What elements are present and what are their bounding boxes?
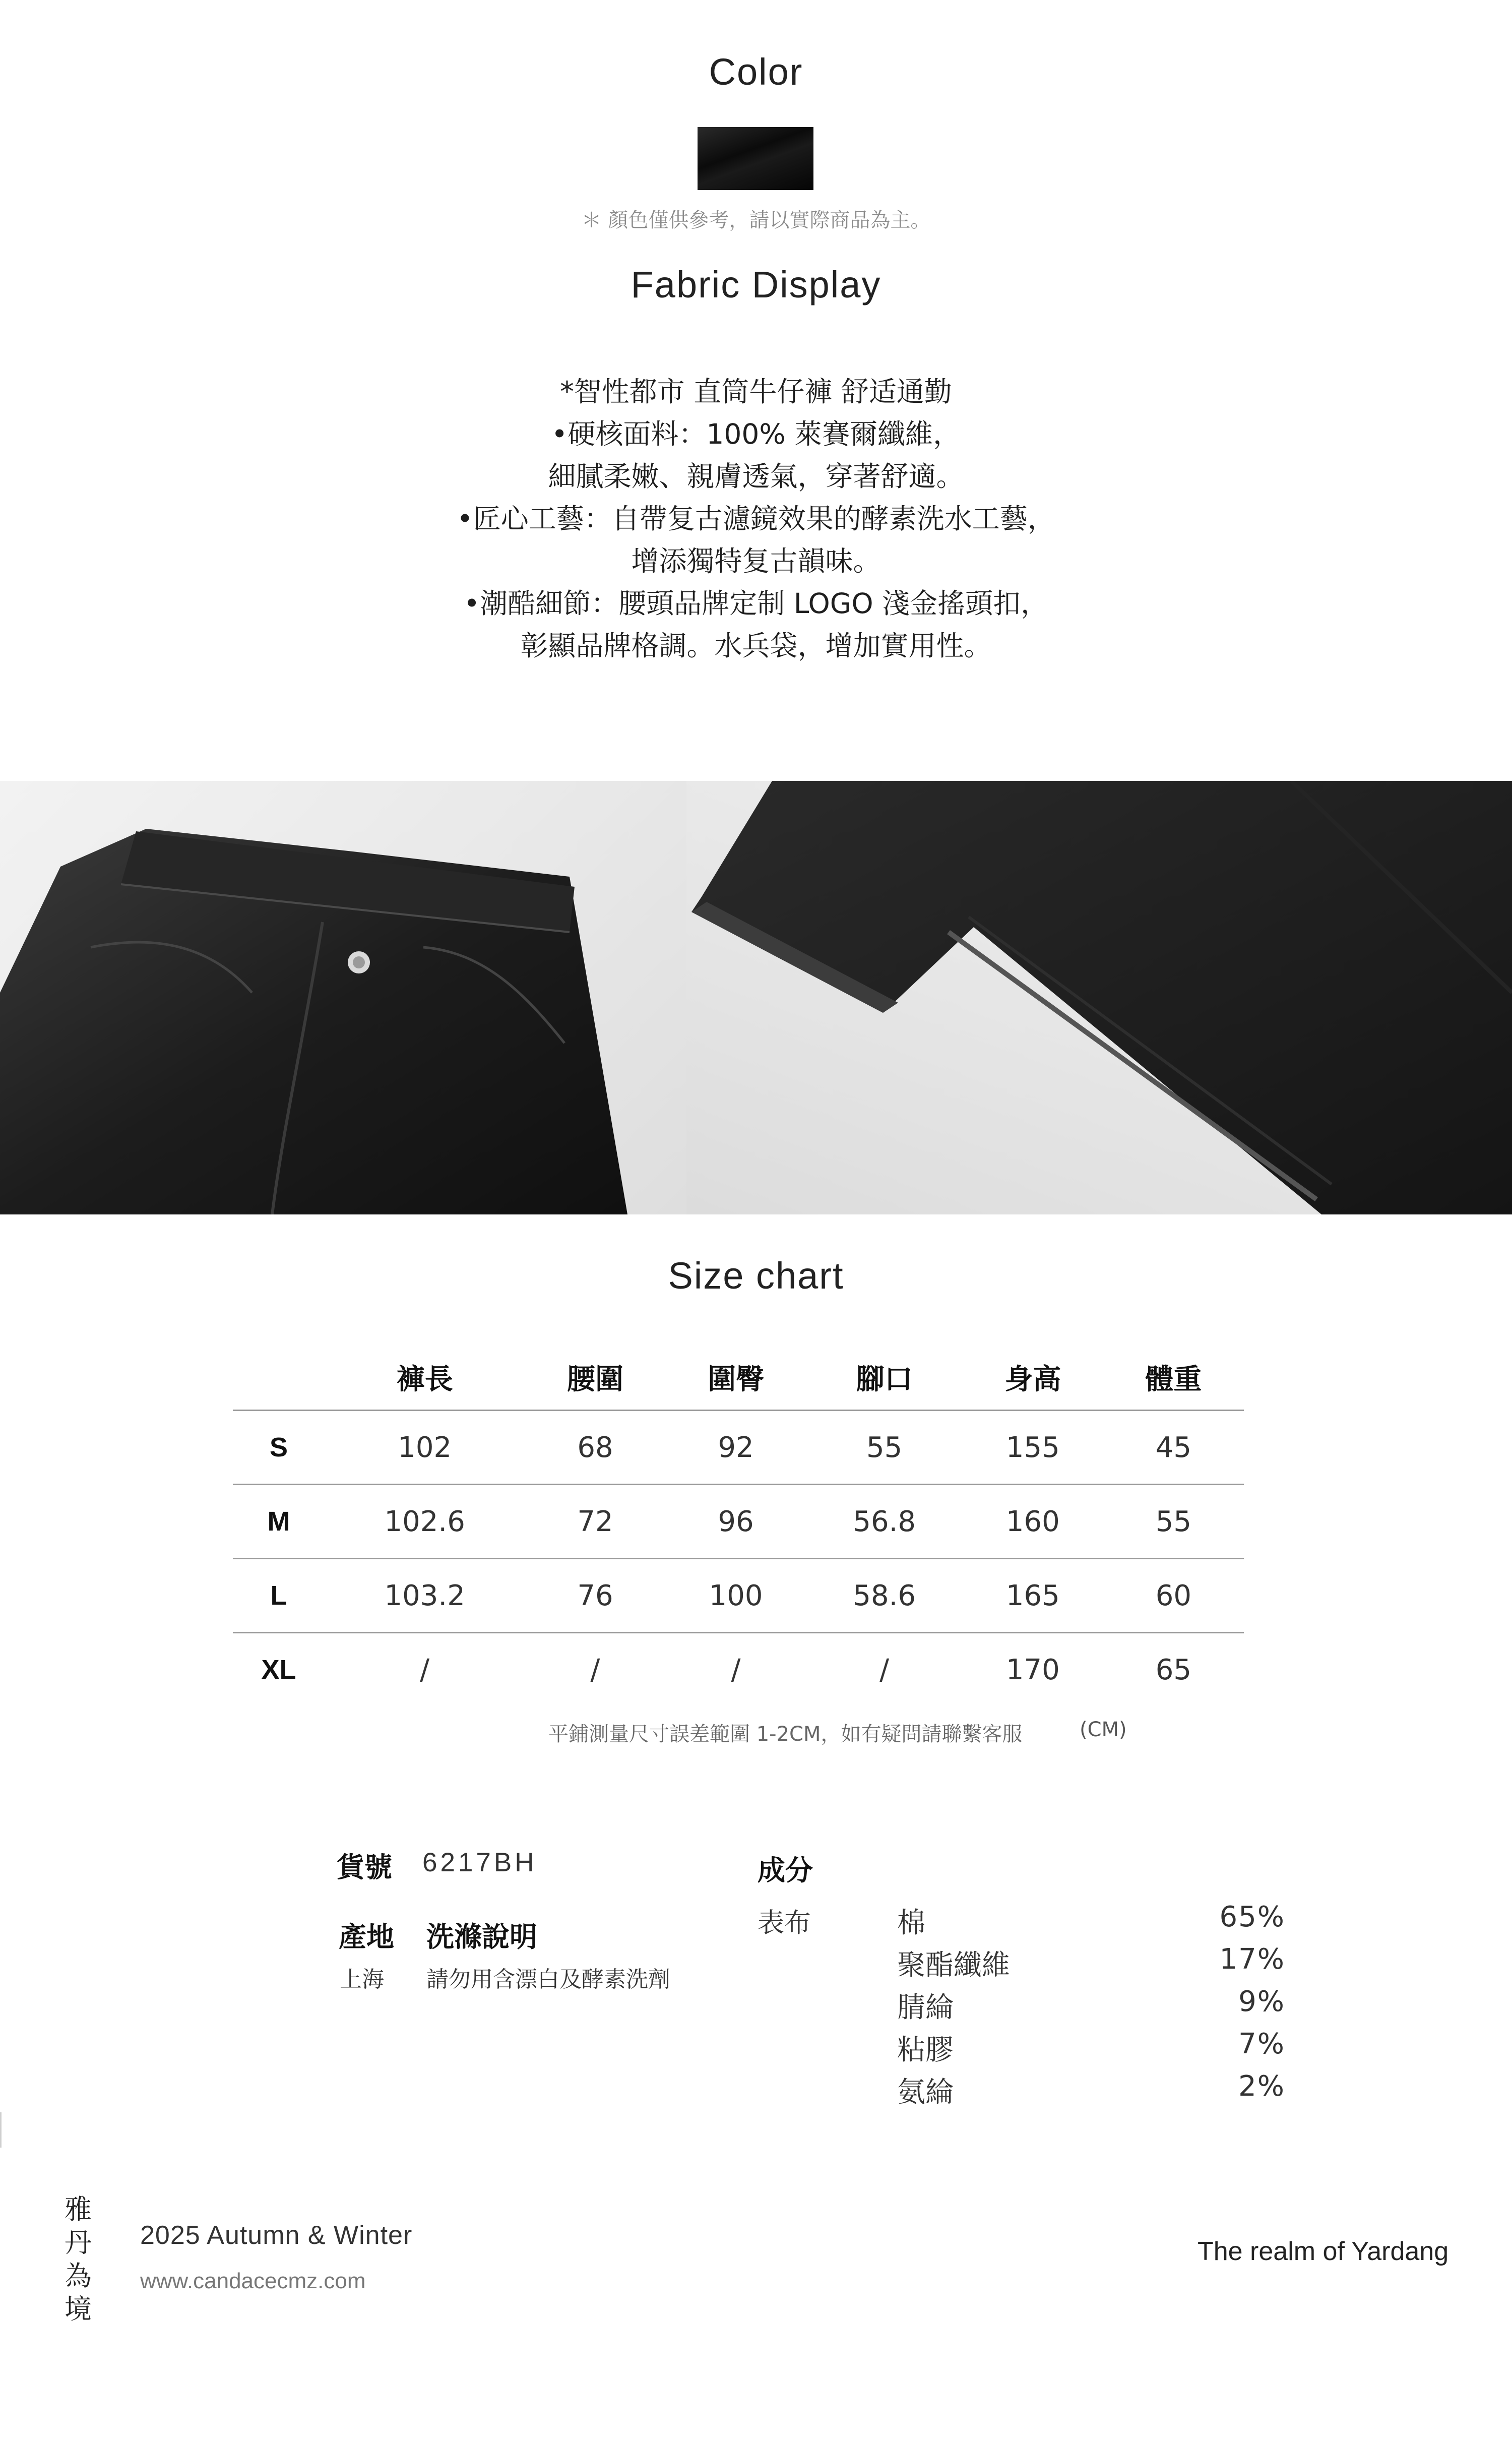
table-row xyxy=(233,1411,1244,1485)
size-label: S xyxy=(233,1411,325,1485)
table-cell: 60 xyxy=(1103,1559,1244,1633)
season-label: 2025 Autumn & Winter xyxy=(140,2221,413,2250)
item-number-value: 6217BH xyxy=(422,1848,537,1877)
fabric-line: 彰顯品牌格調。水兵袋，增加實用性。 xyxy=(520,630,992,662)
table-cell: 103.2 xyxy=(325,1559,525,1633)
size-chart-unit: (CM) xyxy=(1080,1718,1127,1741)
size-header-leg-opening: 腳口 xyxy=(856,1363,913,1396)
table-cell: 92 xyxy=(666,1411,806,1485)
table-cell: 72 xyxy=(525,1485,665,1559)
wash-instructions-label: 洗滌說明 xyxy=(426,1921,538,1953)
size-header-blank xyxy=(233,1345,325,1411)
table-cell: 170 xyxy=(963,1633,1103,1706)
brand-char: 境 xyxy=(65,2293,92,2325)
composition-material: 氨綸 xyxy=(897,2076,954,2109)
brand-tagline: The realm of Yardang xyxy=(1198,2237,1449,2266)
composition-percent: 7% xyxy=(1238,2028,1285,2060)
table-cell: 45 xyxy=(1103,1411,1244,1485)
fabric-line: *智性都市 直筒牛仔褲 舒适通勤 xyxy=(560,376,952,408)
list-item xyxy=(897,1985,1285,2028)
composition-percent: 65% xyxy=(1219,1901,1285,1933)
table-cell: / xyxy=(806,1633,963,1706)
fabric-line: •潮酷細節：腰頭品牌定制 LOGO 淺金搖頭扣， xyxy=(463,587,1049,620)
composition-percent: 17% xyxy=(1219,1943,1285,1976)
composition-material: 聚酯纖維 xyxy=(897,1949,1010,1982)
table-cell: 76 xyxy=(525,1559,665,1633)
list-item xyxy=(897,1943,1285,1985)
table-cell: 100 xyxy=(666,1559,806,1633)
list-item xyxy=(897,2028,1285,2070)
table-cell: 55 xyxy=(806,1411,963,1485)
composition-material: 粘膠 xyxy=(897,2034,954,2066)
table-cell: 68 xyxy=(525,1411,665,1485)
fabric-line: 增添獨特复古韻味。 xyxy=(631,545,881,577)
size-header-weight: 體重 xyxy=(1145,1363,1202,1396)
edge-divider xyxy=(0,2112,2,2148)
size-label: L xyxy=(233,1559,325,1633)
composition-percent: 2% xyxy=(1238,2070,1285,2103)
composition-material: 腈綸 xyxy=(897,1991,954,2024)
table-cell: 65 xyxy=(1103,1633,1244,1706)
table-cell: / xyxy=(525,1633,665,1706)
composition-percent: 9% xyxy=(1238,1985,1285,2018)
table-cell: / xyxy=(325,1633,525,1706)
size-label: M xyxy=(233,1485,325,1559)
table-row xyxy=(233,1559,1244,1633)
fabric-title: Fabric Display xyxy=(631,264,881,306)
table-cell: 155 xyxy=(963,1411,1103,1485)
jeans-hem-illustration xyxy=(686,781,1512,1214)
fabric-line: •硬核面料：100% 萊賽爾纖維， xyxy=(551,418,961,450)
size-chart-table xyxy=(233,1345,1244,1706)
brand-char: 為 xyxy=(65,2260,92,2292)
color-swatch-black[interactable] xyxy=(698,127,813,190)
fabric-description xyxy=(0,371,1512,667)
size-header-hip: 圍臀 xyxy=(708,1363,765,1396)
table-cell: 165 xyxy=(963,1559,1103,1633)
size-chart-note: 平鋪測量尺寸誤差範圍 1-2CM，如有疑問請聯繫客服 xyxy=(548,1723,1023,1746)
composition-label: 成分 xyxy=(758,1854,813,1886)
table-cell: 55 xyxy=(1103,1485,1244,1559)
table-cell: 102.6 xyxy=(325,1485,525,1559)
fabric-line: 細膩柔嫩、親膚透氣，穿著舒適。 xyxy=(548,460,964,493)
color-title: Color xyxy=(709,51,803,93)
composition-material: 棉 xyxy=(897,1907,925,1939)
table-cell: 160 xyxy=(963,1485,1103,1559)
brand-char: 丹 xyxy=(65,2227,92,2259)
list-item xyxy=(897,2070,1285,2112)
fabric-part-label: 表布 xyxy=(758,1908,811,1938)
size-header-waist: 腰圍 xyxy=(566,1363,623,1396)
size-header-height: 身高 xyxy=(1004,1363,1061,1396)
item-number-label: 貨號 xyxy=(337,1851,393,1883)
color-note: ＊ 顏色僅供參考，請以實際商品為主。 xyxy=(581,209,931,232)
table-cell: 58.6 xyxy=(806,1559,963,1633)
jeans-waistband-illustration xyxy=(0,781,686,1214)
origin-label: 產地 xyxy=(339,1921,395,1953)
brand-vertical-name xyxy=(65,2193,95,2326)
size-label: XL xyxy=(233,1633,325,1706)
size-table-header-row xyxy=(233,1345,1244,1411)
waistband-detail-photo xyxy=(0,781,686,1214)
brand-char: 雅 xyxy=(65,2193,92,2225)
website-link[interactable]: www.candacecmz.com xyxy=(140,2269,366,2293)
table-cell: 102 xyxy=(325,1411,525,1485)
hem-detail-photo xyxy=(686,781,1512,1214)
table-row xyxy=(233,1485,1244,1559)
size-chart-title: Size chart xyxy=(668,1255,844,1297)
composition-list xyxy=(897,1901,1285,2112)
table-cell: 56.8 xyxy=(806,1485,963,1559)
table-cell: 96 xyxy=(666,1485,806,1559)
table-row xyxy=(233,1633,1244,1706)
table-cell: / xyxy=(666,1633,806,1706)
origin-value: 上海 xyxy=(340,1967,384,1992)
list-item xyxy=(897,1901,1285,1943)
size-header-length: 褲長 xyxy=(396,1363,453,1396)
fabric-line: •匠心工藝：自帶复古濾鏡效果的酵素洗水工藝， xyxy=(457,503,1055,535)
wash-instructions-value: 請勿用含漂白及酵素洗劑 xyxy=(426,1967,670,1992)
